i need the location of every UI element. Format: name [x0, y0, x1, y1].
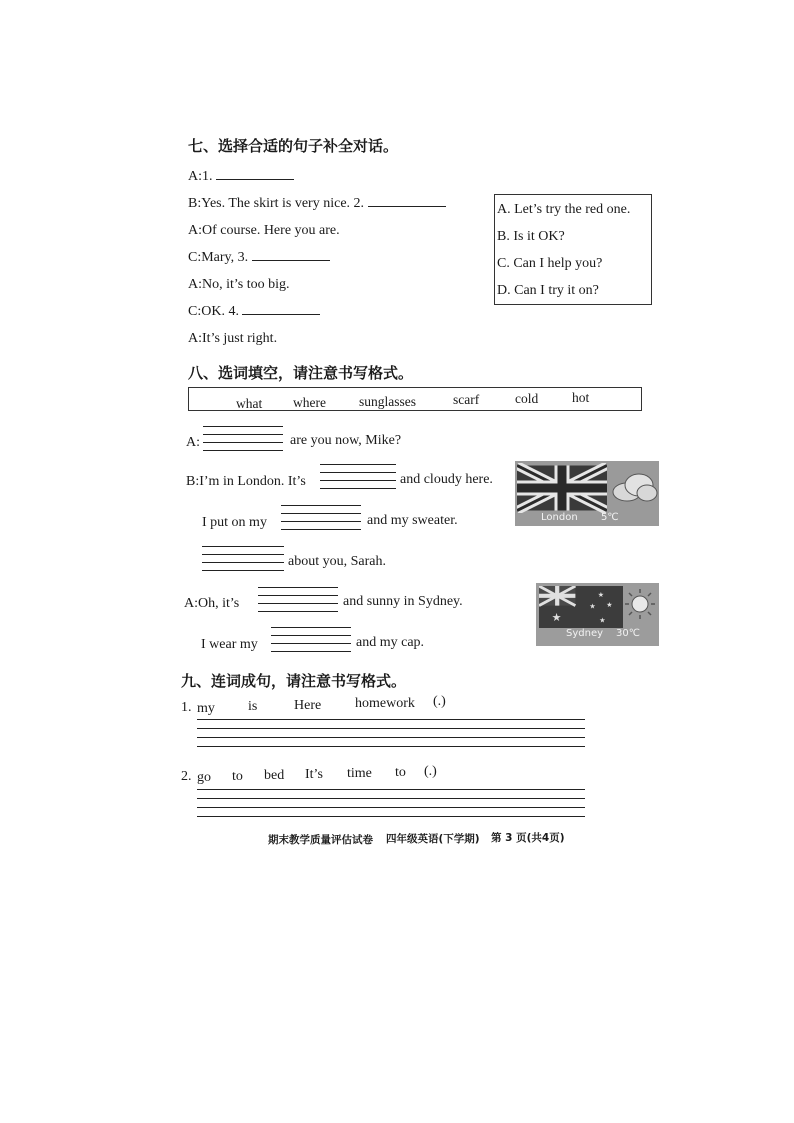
line-2-text-before: B:I’m in London. It’s	[186, 474, 306, 489]
dialogue-text: Of course. Here you are.	[202, 223, 340, 238]
dialogue-text: Yes. The skirt is very nice. 2.	[201, 196, 365, 211]
section-8-title: 八、选词填空，请注意书写格式。	[188, 364, 414, 382]
dialogue-line-4: C:Mary, 3.	[188, 250, 330, 266]
options-box	[494, 194, 652, 305]
line-5-text-before: A:Oh, it’s	[184, 596, 240, 611]
question-2-number: 2.	[181, 769, 192, 784]
svg-text:★: ★	[606, 601, 613, 609]
q2-word-to-2: to	[395, 765, 406, 780]
dialogue-text: OK. 4.	[201, 304, 239, 319]
word-scarf: scarf	[453, 392, 480, 407]
q2-word-period: (.)	[424, 764, 437, 779]
writing-blank-3[interactable]	[281, 505, 361, 530]
speaker-label: A	[188, 223, 199, 238]
line-2-text-after: and cloudy here.	[400, 472, 493, 487]
line-6-text-after: and my cap.	[356, 635, 425, 650]
answer-blank-2[interactable]	[368, 205, 446, 207]
dialogue-text: Mary, 3.	[201, 250, 249, 265]
q2-word-go: go	[197, 770, 211, 785]
dialogue-line-7: A:It’s just right.	[188, 331, 278, 346]
option-b: B. Is it OK?	[497, 229, 565, 244]
speaker-label: B	[188, 196, 198, 211]
footer-page-number: 第 3 页(共4页)	[491, 832, 565, 844]
speaker-label: A	[188, 169, 199, 184]
speaker-label: A	[188, 331, 199, 346]
svg-text:★: ★	[589, 602, 596, 611]
sydney-caption: Sydney	[566, 628, 604, 639]
q1-word-is: is	[248, 699, 258, 714]
word-where: where	[293, 395, 326, 410]
speaker-label: A	[188, 277, 199, 292]
speaker-label: C	[188, 304, 198, 319]
line-6-text-before: I wear my	[201, 637, 258, 652]
line-3-text-before: I put on my	[202, 515, 267, 530]
writing-blank-1[interactable]	[203, 426, 283, 451]
speaker-label: C	[188, 250, 198, 265]
dialogue-line-2: B:Yes. The skirt is very nice. 2.	[188, 196, 446, 212]
svg-text:★: ★	[599, 616, 606, 625]
writing-blank-5[interactable]	[258, 587, 338, 612]
answer-blank-3[interactable]	[252, 259, 330, 261]
q2-word-its: It’s	[305, 767, 323, 782]
sun-icon	[623, 587, 657, 621]
dialogue-line-1: A:1.	[188, 169, 294, 185]
footer-exam-name: 期末教学质量评估试卷	[268, 834, 373, 846]
q1-word-period: (.)	[433, 694, 446, 709]
section-7-title: 七、选择合适的句子补全对话。	[188, 137, 399, 155]
word-hot: hot	[572, 390, 590, 405]
line-5-text-after: and sunny in Sydney.	[343, 594, 463, 609]
dialogue-line-5: A:No, it’s too big.	[188, 277, 290, 292]
answer-lines-2[interactable]	[197, 789, 585, 817]
london-weather-image	[515, 461, 659, 526]
question-1-number: 1.	[181, 700, 192, 715]
footer-subject: 四年级英语(下学期)	[386, 833, 480, 845]
line-3-text-after: and my sweater.	[367, 513, 458, 528]
section-9-title: 九、连词成句，请注意书写格式。	[181, 672, 407, 690]
sydney-temperature: 30℃	[616, 628, 640, 639]
writing-blank-2[interactable]	[320, 464, 396, 489]
writing-blank-4[interactable]	[202, 546, 284, 571]
dialogue-text: It’s just right.	[202, 331, 278, 346]
q2-word-time: time	[347, 766, 372, 781]
sydney-weather-image	[536, 583, 659, 646]
london-caption: London	[541, 512, 578, 523]
cloud-icon	[609, 467, 659, 507]
word-cold: cold	[515, 391, 539, 406]
answer-blank-4[interactable]	[242, 313, 320, 315]
option-a: A. Let’s try the red one.	[497, 202, 631, 217]
q1-word-here: Here	[294, 698, 322, 713]
word-what: what	[236, 396, 263, 411]
line-1-text: are you now, Mike?	[290, 433, 402, 448]
q1-word-homework: homework	[355, 696, 415, 711]
svg-text:★: ★	[597, 591, 605, 600]
option-c: C. Can I help you?	[497, 256, 603, 271]
london-temperature: 5℃	[601, 512, 619, 523]
australia-flag-icon	[539, 586, 623, 628]
speaker-a-label: A:	[186, 435, 200, 450]
answer-blank-1[interactable]	[216, 178, 294, 180]
dialogue-text: No, it’s too big.	[202, 277, 290, 292]
option-d: D. Can I try it on?	[497, 283, 599, 298]
q1-word-my: my	[197, 701, 215, 716]
q2-word-to: to	[232, 769, 243, 784]
dialogue-line-6: C:OK. 4.	[188, 304, 320, 320]
word-bank	[188, 387, 642, 411]
answer-lines-1[interactable]	[197, 719, 585, 747]
writing-blank-6[interactable]	[271, 627, 351, 652]
svg-text:★: ★	[551, 612, 562, 624]
uk-flag-icon	[517, 463, 607, 513]
word-sunglasses: sunglasses	[359, 394, 416, 409]
line-4-text-after: about you, Sarah.	[288, 554, 386, 569]
q2-word-bed: bed	[264, 768, 285, 783]
dialogue-line-3: A:Of course. Here you are.	[188, 223, 340, 238]
dialogue-text: 1.	[202, 169, 213, 184]
